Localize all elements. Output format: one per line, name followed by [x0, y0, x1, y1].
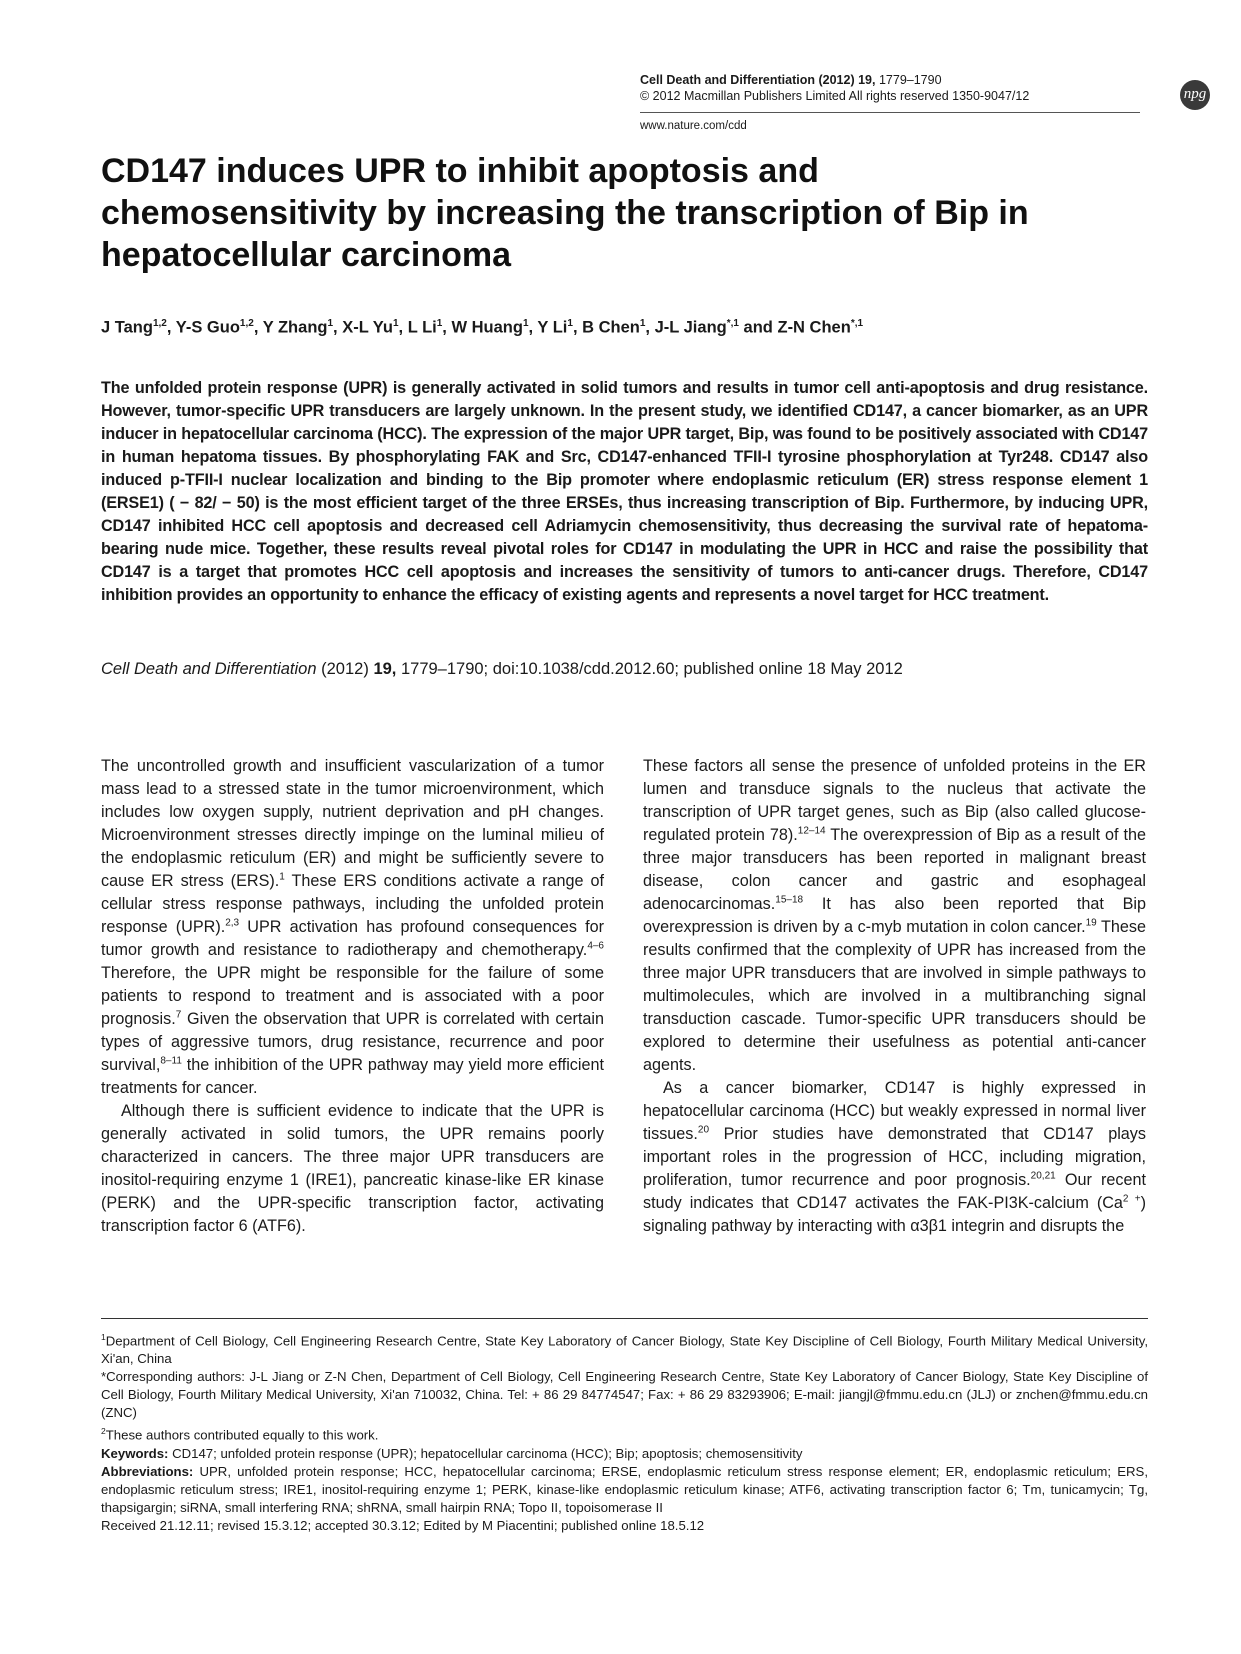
author-affiliation: 1 — [436, 318, 443, 329]
text-run: *Corresponding authors: J-L Jiang or Z-N Chen, Department of Cell Biology, Cell Engineering Research Centre, State Key Laboratory of Cancer Biology, State Key Discipline of Cell Biology, Fourth Military Medical University, Xi'an 710032, China. Tel: + 86 29 84774547; Fax: + 86 29 83293906; E-mail: jiangjl@fmmu.edu.cn (JLJ) or znchen@fmmu.edu.cn (ZNC) — [101, 1369, 1148, 1421]
footnote — [101, 1517, 1148, 1535]
author-affiliation: 1 — [567, 318, 573, 329]
body-paragraph — [101, 1100, 604, 1238]
author-name: J Tang — [101, 318, 153, 337]
text-run: These ERS conditions activate a range of cellular stress response pathways, including the unfolded protein response (UPR). — [101, 872, 604, 936]
body-paragraph — [643, 755, 1146, 1077]
reference-superscript: 20,21 — [1030, 1170, 1056, 1182]
footnote — [101, 1422, 1148, 1444]
reference-superscript: 12–14 — [797, 825, 826, 837]
footnote — [101, 1463, 1148, 1517]
footnote-rule — [101, 1318, 1148, 1319]
reference-superscript: 4–6 — [587, 940, 604, 952]
footnote — [101, 1328, 1148, 1368]
text-run: Therefore, the UPR might be responsible for the failure of some patients to respond to treatment and is associated with a poor prognosis. — [101, 964, 604, 1028]
reference-superscript: 15–18 — [775, 894, 804, 906]
text-run: Our recent study indicates that CD147 activates the FAK-PI3K-calcium (Ca — [643, 1171, 1146, 1212]
journal-pages: 1779–1790 — [878, 73, 942, 87]
npg-logo: npg — [1180, 80, 1210, 110]
footnote-label: Abbreviations: — [101, 1463, 194, 1479]
abstract: The unfolded protein response (UPR) is generally activated in solid tumors and results in tumor cell anti-apoptosis and drug resistance. However, tumor-specific UPR transducers are largely unknown. In the present study, we identified CD147, a cancer biomarker, as an UPR inducer in hepatocellular carcinoma (HCC). The expression of the major UPR target, Bip, was found to be positively associated with CD147 in human hepatoma tissues. By phosphorylating FAK and Src, CD147-enhanced TFII-I tyrosine phosphorylation at Tyr248. CD147 also induced p-TFII-I nuclear localization and binding to the Bip promoter where endoplasmic reticulum (ER) stress response element 1 (ERSE1) ( − 82/ − 50) is the most efficient target of the three ERSEs, thus increasing transcription of Bip. Furthermore, by inducing UPR, CD147 inhibited HCC cell apoptosis and decreased cell Adriamycin chemosensitivity, thus decreasing the survival rate of hepatoma-bearing nude mice. Together, these results reveal pivotal roles for CD147 in modulating the UPR in HCC and raise the possibility that CD147 is a target that promotes HCC cell apoptosis and increases the sensitivity of tumors to anti-cancer drugs. Therefore, CD147 inhibition provides an opportunity to enhance the efficacy of existing agents and represents a novel target for HCC treatment. — [101, 379, 1148, 604]
text-run: The overexpression of Bip as a result of the three major transducers has been reported in malignant breast disease, colon cancer and gastric and esophageal adenocarcinomas. — [643, 826, 1147, 913]
author-affiliation: 1 — [392, 318, 399, 329]
text-run: As a cancer biomarker, CD147 is highly expressed in hepatocellular carcinoma (HCC) but weakly expressed in normal liver tissues. — [643, 1079, 1146, 1143]
author-name: Z-N Chen — [777, 318, 851, 337]
footnote — [101, 1445, 1148, 1463]
text-run: These factors all sense the presence of unfolded proteins in the ER lumen and transduce signals to the nucleus that activate the transcription of UPR target genes, such as Bip (also called glucose-regulated protein 78). — [643, 757, 1146, 844]
text-run: UPR activation has profound consequences for tumor growth and resistance to radiotherapy and chemotherapy. — [101, 918, 604, 959]
reference-superscript: 8–11 — [160, 1055, 182, 1067]
author-affiliation: 1 — [327, 318, 334, 329]
author-list: J Tang$^{1,2}$, Y-S Guo$^{1,2}$, Y Zhang$^1$, X-L Yu$^1$, L Li$^1$, W Huang$^1$, Y Li$^1$, B Chen$^1$, J-L Jiang$^{*,1}$ and Z-N Chen$^{*,1}$ — [101, 318, 864, 337]
text-run: Department of Cell Biology, Cell Engineering Research Centre, State Key Laboratory of Cancer Biology, State Key Discipline of Cell Biology, Fourth Military Medical University, Xi'an, China — [101, 1333, 1148, 1367]
citation-volume: 19, — [373, 660, 397, 678]
author-name: J-L Jiang — [654, 318, 727, 337]
journal-name: Cell Death and Differentiation (2012) 19, — [640, 73, 876, 87]
author-name: Y Zhang — [262, 318, 328, 337]
reference-superscript: 1 — [101, 1332, 106, 1342]
footnote-label: Keywords: — [101, 1445, 169, 1461]
header-rule — [640, 112, 1140, 113]
reference-superscript: 19 — [1085, 917, 1097, 929]
citation-line — [101, 660, 1148, 679]
citation-year: (2012) — [321, 660, 369, 678]
author-name: B Chen — [582, 318, 640, 337]
journal-url[interactable]: www.nature.com/cdd — [640, 120, 747, 132]
author-name: Y-S Guo — [175, 318, 240, 337]
body-column-left — [101, 755, 604, 1238]
author-affiliation: 1,2 — [239, 318, 254, 329]
citation-journal: Cell Death and Differentiation — [101, 660, 317, 678]
reference-superscript: 7 — [175, 1009, 182, 1021]
author-name: X-L Yu — [342, 318, 393, 337]
running-header — [640, 72, 1140, 132]
author-affiliation: *,1 — [726, 318, 739, 329]
reference-superscript: 2 — [101, 1426, 106, 1437]
text-run: Given the observation that UPR is correlated with certain types of aggressive tumors, drug resistance, recurrence and poor survival, — [101, 1010, 604, 1074]
text-run: UPR, unfolded protein response; HCC, hepatocellular carcinoma; ERSE, endoplasmic reticulum stress response element; ER, endoplasmic reticulum; ERS, endoplasmic reticulum stress; IRE1, inositol-requiring enzyme 1; PERK, kinase-like endoplasmic reticulum kinase; ATF6, activating transcription factor 6; Tm, tunicamycin; Tg, thapsigargin; siRNA, small interfering RNA; shRNA, small hairpin RNA; Topo II, topoisomerase II — [101, 1463, 1148, 1515]
reference-superscript: 2 + — [1122, 1193, 1141, 1205]
text-run: Prior studies have demonstrated that CD147 plays important roles in the progression of HCC, including migration, proliferation, tumor recurrence and poor prognosis. — [643, 1125, 1146, 1189]
footnote — [101, 1368, 1148, 1422]
author-affiliation: 1 — [522, 318, 529, 329]
text-run: The uncontrolled growth and insufficient vascularization of a tumor mass lead to a stressed state in the tumor microenvironment, which includes low oxygen supply, nutrient deprivation and pH changes. Microenvironment stresses directly impinge on the luminal milieu of the endoplasmic reticulum (ER) and might be sufficiently severe to cause ER stress (ERS). — [101, 757, 604, 890]
text-run: ) signaling pathway by interacting with α3β1 integrin and disrupts the — [643, 1194, 1146, 1235]
text-run: These authors contributed equally to this work. — [105, 1427, 379, 1443]
article-title: CD147 induces UPR to inhibit apoptosis and chemosensitivity by increasing the transcription of Bip in hepatocellular carcinoma — [101, 152, 1029, 274]
author-name: W Huang — [451, 318, 523, 337]
author-affiliation: *,1 — [850, 318, 864, 329]
copyright-line: © 2012 Macmillan Publishers Limited All rights reserved 1350-9047/12 — [640, 89, 1030, 103]
author-affiliation: 1,2 — [152, 318, 167, 329]
citation-rest: 1779–1790; doi:10.1038/cdd.2012.60; published online 18 May 2012 — [400, 660, 903, 678]
text-run: CD147; unfolded protein response (UPR); hepatocellular carcinoma (HCC); Bip; apoptosis; chemosensitivity — [168, 1445, 803, 1461]
author-name: L Li — [407, 318, 437, 337]
author-name: Y Li — [537, 318, 568, 337]
text-run: It has also been reported that Bip overexpression is driven by a c-myb mutation in colon cancer. — [643, 895, 1146, 936]
reference-superscript: 2,3 — [225, 917, 240, 929]
body-column-right — [643, 755, 1146, 1238]
body-paragraph — [101, 755, 604, 1100]
body-paragraph — [643, 1077, 1146, 1238]
author-affiliation: 1 — [639, 318, 646, 329]
reference-superscript: 20 — [697, 1124, 710, 1136]
text-run: Received 21.12.11; revised 15.3.12; accepted 30.3.12; Edited by M Piacentini; published online 18.5.12 — [101, 1517, 705, 1533]
text-run: These results confirmed that the complexity of UPR has increased from the three major UPR transducers that are involved in simple pathways to multimolecules, which are involved in a multibranching signal transduction cascade. Tumor-specific UPR transducers should be explored to determine their usefulness as potential anti-cancer agents. — [643, 918, 1147, 1074]
text-run: Although there is sufficient evidence to indicate that the UPR is generally activated in solid tumors, the UPR remains poorly characterized in cancers. The three major UPR transducers are inositol-requiring enzyme 1 (IRE1), pancreatic kinase-like ER kinase (PERK) and the UPR-specific transcription factor, activating transcription factor 6 (ATF6). — [101, 1102, 604, 1235]
footnotes — [101, 1328, 1148, 1535]
journal-line — [640, 72, 1140, 88]
text-run: the inhibition of the UPR pathway may yield more efficient treatments for cancer. — [101, 1056, 604, 1097]
reference-superscript: 1 — [279, 871, 285, 883]
